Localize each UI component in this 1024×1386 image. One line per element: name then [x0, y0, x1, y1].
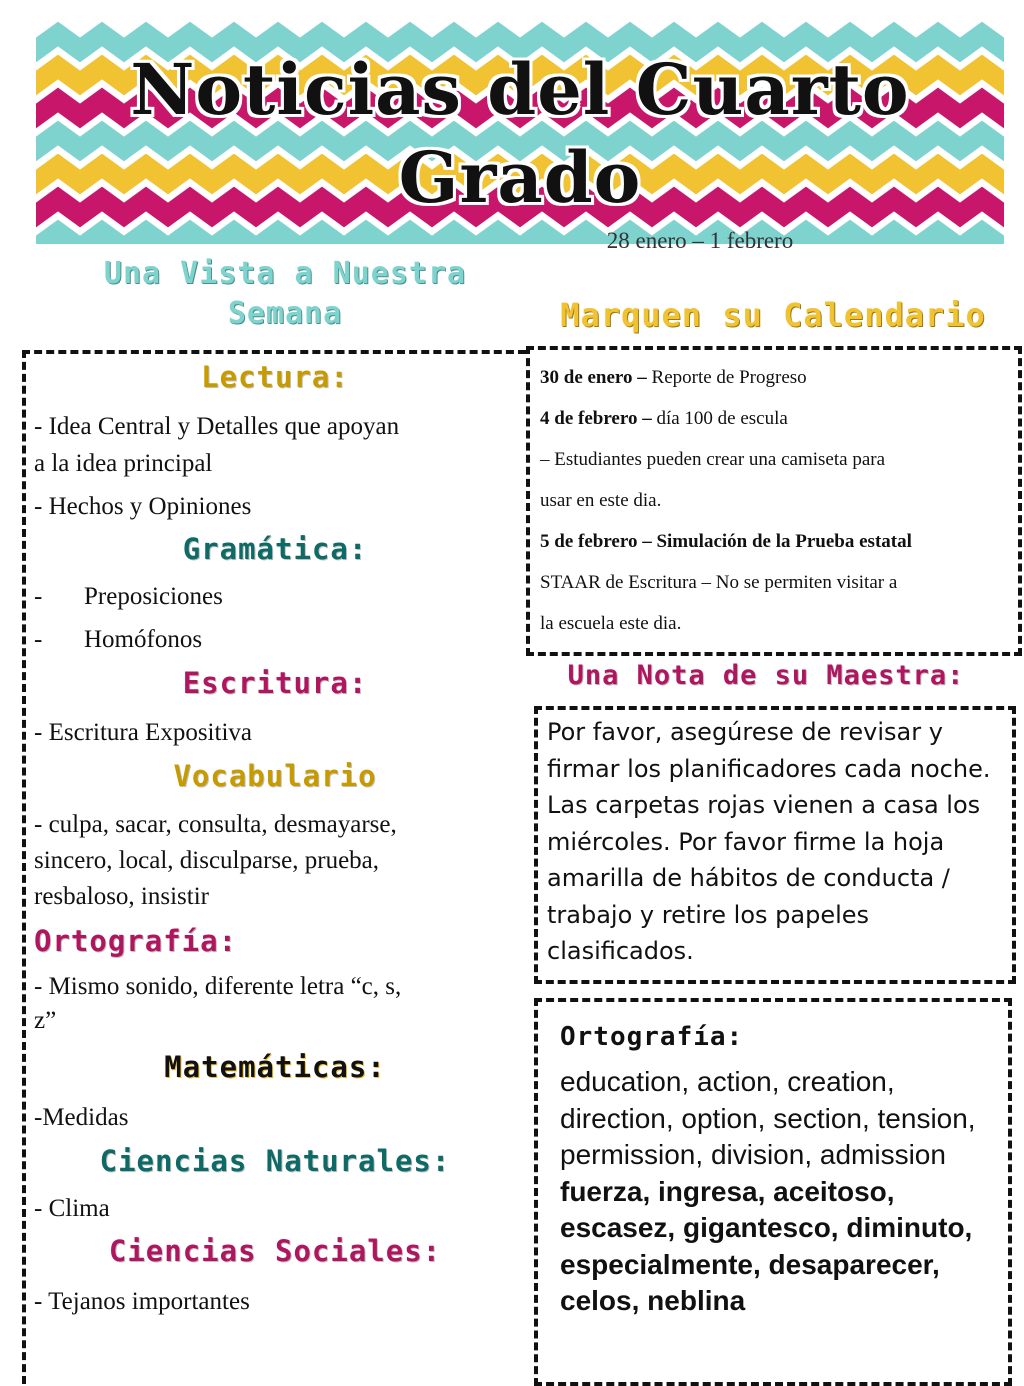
section-title-matematicas: Matemáticas:: [164, 1050, 386, 1084]
spelling-bold-word-list: fuerza, ingresa, aceitoso, escasez, gigantesco, diminuto, especialmente, desaparecer, celos, neblina: [560, 1175, 973, 1316]
section-ortografia-body: [34, 970, 504, 1038]
section-title-gramatica: Gramática:: [182, 532, 368, 566]
date-range: 28 enero – 1 febrero: [606, 228, 794, 253]
section-vocabulario-body: [34, 807, 504, 915]
week-heading: [40, 254, 530, 334]
lectura-line: - Hechos y Opiniones: [34, 493, 252, 520]
ortografia-line: - Mismo sonido, diferente letra “c, s,: [34, 973, 402, 1000]
section-gramatica-body: [34, 578, 504, 658]
calendar-event-detail: – Estudiantes pueden crear una camiseta para: [540, 449, 886, 470]
calendar-event: 4 de febrero – día 100 de escula: [540, 408, 788, 429]
title-line-1: Noticias del Cuarto: [130, 48, 910, 131]
section-title-ciencias-naturales: Ciencias Naturales:: [99, 1144, 451, 1178]
spelling-heading: Ortografía:: [560, 1022, 744, 1052]
chevron-stripe: [36, 232, 1004, 244]
vocabulario-line: resbaloso, insistir: [34, 883, 209, 910]
spelling-words: [560, 1064, 990, 1320]
ciencias-sociales-line: - Tejanos importantes: [34, 1288, 250, 1315]
list-item: - Homófonos: [34, 626, 203, 653]
ciencias-naturales-line: - Clima: [34, 1195, 110, 1222]
vocabulario-line: - culpa, sacar, consulta, desmayarse,: [34, 811, 397, 838]
lectura-line: a la idea principal: [34, 450, 213, 477]
calendar-event: 30 de enero – Reporte de Progreso: [540, 367, 807, 388]
section-lectura-body: [34, 408, 504, 525]
calendar-event-detail: STAAR de Escritura – No se permiten visitar a: [540, 572, 898, 593]
matematicas-line: -Medidas: [34, 1104, 129, 1131]
lectura-line: - Idea Central y Detalles que apoyan: [34, 413, 400, 440]
vocabulario-line: sincero, local, disculparse, prueba,: [34, 847, 380, 874]
title-line-2: Grado: [398, 136, 642, 219]
ortografia-line: z”: [34, 1007, 57, 1034]
week-heading-line-2: Semana: [227, 296, 343, 331]
section-ciencias-naturales-body: [34, 1190, 504, 1227]
section-title-ciencias-sociales: Ciencias Sociales:: [108, 1234, 442, 1268]
section-escritura-body: [34, 714, 504, 751]
section-ciencias-sociales-body: [34, 1283, 504, 1320]
calendar-event-detail: usar en este dia.: [540, 490, 662, 511]
calendar-entries: [540, 357, 1000, 644]
section-title-escritura: Escritura:: [182, 666, 368, 700]
spelling-word-list: education, action, creation, direction, option, section, tension, permission, division, admission: [560, 1066, 976, 1170]
escritura-line: - Escritura Expositiva: [34, 719, 252, 746]
calendar-event-detail: la escuela este dia.: [540, 613, 682, 634]
week-heading-line-1: Una Vista a Nuestra: [103, 256, 467, 291]
teacher-note-heading: Una Nota de su Maestra:: [567, 660, 965, 691]
list-item: - Preposiciones: [34, 583, 223, 610]
teacher-note-text: Por favor, asegúrese de revisar y firmar los planificadores cada noche. Las carpetas rojas vienen a casa los miércoles. Por favor firme la hoja amarilla de hábitos de conducta / trabajo y retire los papeles clasificados.: [547, 718, 991, 965]
newsletter-title: [36, 46, 1004, 222]
section-matematicas-body: [34, 1099, 504, 1136]
section-title-vocabulario: Vocabulario: [173, 759, 377, 793]
calendar-heading: Marquen su Calendario: [560, 296, 986, 334]
section-title-ortografia: Ortografía:: [34, 924, 238, 958]
calendar-event: 5 de febrero – Simulación de la Prueba estatal: [540, 531, 912, 552]
section-title-lectura: Lectura:: [201, 360, 349, 394]
